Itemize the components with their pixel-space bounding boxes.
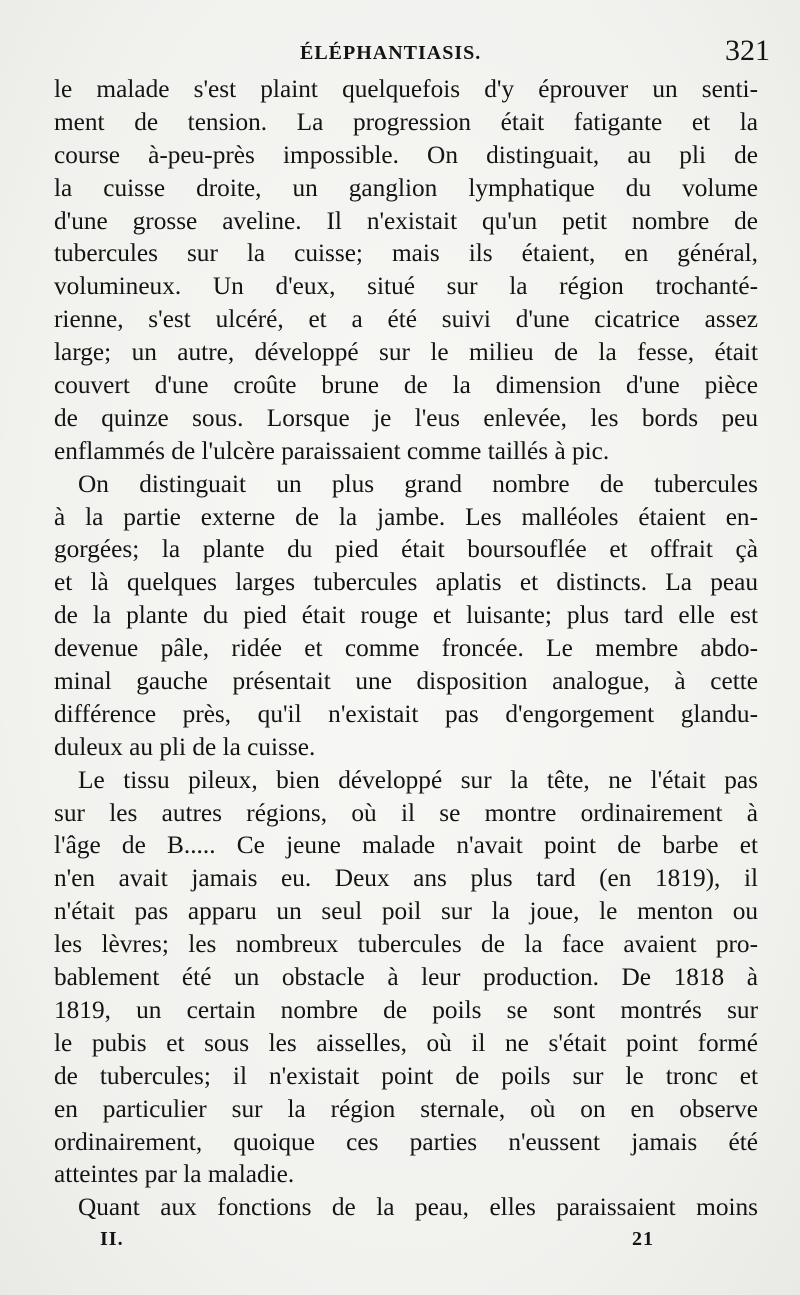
text-line: en particulier sur la région sternale, où on en observe — [54, 1094, 758, 1123]
page-number: 321 — [725, 34, 770, 67]
text-line: différence près, qu'il n'existait pas d'engorgement glandu- — [54, 699, 758, 728]
signature-mark-left: II. — [100, 1228, 124, 1250]
body-text — [54, 73, 758, 1224]
text-line: enflammés de l'ulcère paraissaient comme taillés à pic. — [54, 436, 610, 465]
page-header — [0, 28, 800, 68]
text-line: duleux au pli de la cuisse. — [54, 732, 316, 761]
text-line: d'une grosse aveline. Il n'existait qu'un petit nombre de — [54, 206, 758, 235]
text-line: gorgées; la plante du pied était boursouflée et offrait çà — [54, 535, 758, 564]
text-line: à la partie externe de la jambe. Les malléoles étaient en- — [54, 502, 758, 531]
text-line: bablement été un obstacle à leur production. De 1818 à — [54, 963, 758, 992]
text-line: le malade s'est plaint quelquefois d'y éprouver un senti- — [54, 75, 758, 103]
text-line: devenue pâle, ridée et comme froncée. Le membre abdo- — [54, 634, 758, 663]
signature-mark-right: 21 — [632, 1228, 654, 1250]
text-line: couvert d'une croûte brune de la dimension d'une pièce — [54, 371, 758, 400]
text-line: le pubis et sous les aisselles, où il ne s'était point formé — [54, 1028, 758, 1057]
text-line: sur les autres régions, où il se montre ordinairement à — [54, 798, 758, 827]
page-footer — [0, 1228, 800, 1264]
text-line: minal gauche présentait une disposition analogue, à cette — [54, 667, 758, 696]
text-line: n'était pas apparu un seul poil sur la joue, le menton ou — [54, 897, 758, 926]
text-line: On distinguait un plus grand nombre de tubercules — [78, 469, 758, 498]
running-title: ÉLÉPHANTIASIS. — [300, 42, 482, 64]
text-line: volumineux. Un d'eux, situé sur la région trochanté- — [54, 272, 758, 301]
text-line: n'en avait jamais eu. Deux ans plus tard (en 1819), il — [54, 864, 758, 893]
text-line: tubercules sur la cuisse; mais ils étaient, en général, — [54, 239, 758, 268]
text-line: Le tissu pileux, bien développé sur la tête, ne l'était pas — [78, 765, 758, 794]
text-line: de tubercules; il n'existait point de poils sur le tronc et — [54, 1061, 758, 1090]
text-line: de la plante du pied était rouge et luisante; plus tard elle est — [54, 601, 758, 630]
text-line: ordinairement, quoique ces parties n'eussent jamais été — [54, 1127, 758, 1156]
text-line: et là quelques larges tubercules aplatis et distincts. La peau — [54, 568, 758, 597]
text-line: l'âge de B..... Ce jeune malade n'avait point de barbe et — [54, 831, 758, 860]
text-line: la cuisse droite, un ganglion lymphatique du volume — [54, 173, 758, 202]
text-line: large; un autre, développé sur le milieu de la fesse, était — [54, 338, 758, 367]
text-line: les lèvres; les nombreux tubercules de la face avaient pro- — [54, 930, 758, 959]
text-line: 1819, un certain nombre de poils se sont montrés sur — [54, 995, 758, 1024]
text-line: rienne, s'est ulcéré, et a été suivi d'une cicatrice assez — [54, 305, 758, 334]
text-line: atteintes par la maladie. — [54, 1160, 295, 1189]
text-line: ment de tension. La progression était fatigante et la — [54, 107, 758, 136]
text-line: de quinze sous. Lorsque je l'eus enlevée, les bords peu — [54, 403, 758, 432]
text-line: Quant aux fonctions de la peau, elles paraissaient moins — [78, 1193, 758, 1222]
text-line: course à-peu-près impossible. On distinguait, au pli de — [54, 140, 758, 169]
